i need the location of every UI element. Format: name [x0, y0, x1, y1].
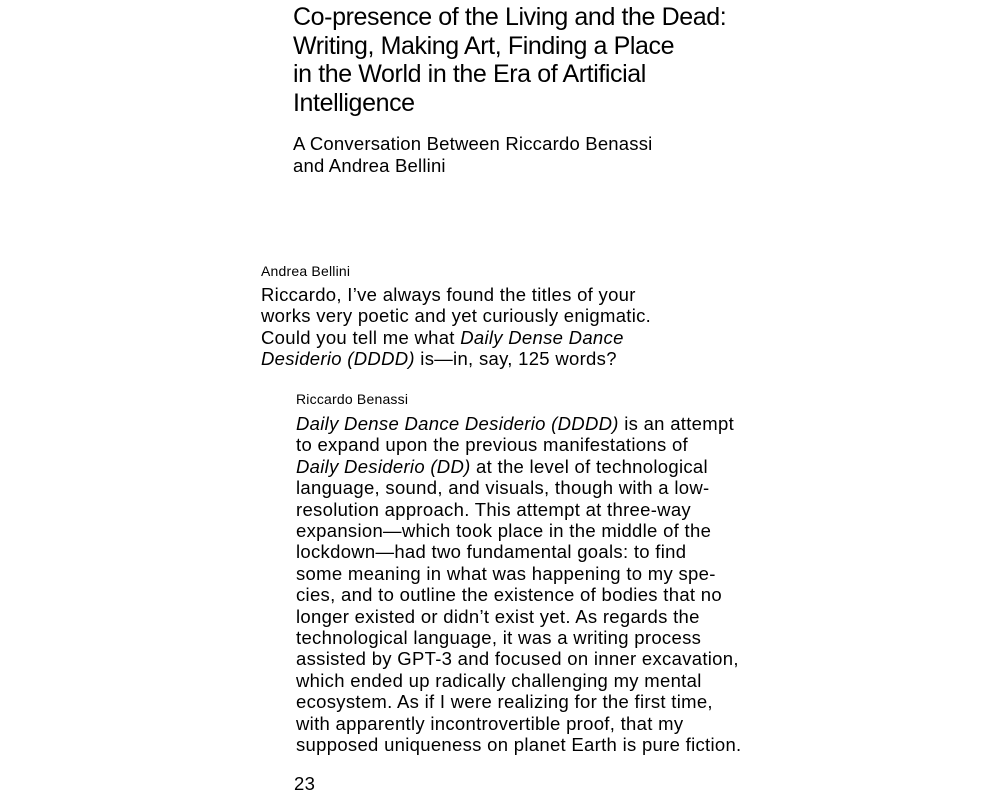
text-line: Riccardo, I’ve always found the titles of your [261, 284, 636, 305]
page-number: 23 [294, 773, 316, 794]
text-line: Intelligence [293, 88, 415, 117]
text-line: longer existed or didn’t exist yet. As regards the [296, 605, 700, 627]
text-line: expansion—which took place in the middle of the [296, 520, 712, 542]
text-line: assisted by GPT-3 and focused on inner excavation, [296, 648, 739, 670]
text-line: to expand upon the previous manifestations of [296, 434, 688, 456]
text-line: technological language, it was a writing process [296, 627, 702, 649]
answer-text [296, 413, 742, 756]
text-line: supposed uniqueness on planet Earth is pure fiction. [296, 734, 742, 756]
text-line: Co-presence of the Living and the Dead: [293, 3, 727, 31]
text-line: Writing, Making Art, Finding a Place [293, 31, 675, 60]
text-line: and Andrea Bellini [293, 155, 446, 176]
article-title [293, 3, 726, 117]
text-line: some meaning in what was happening to my spe- [296, 562, 716, 584]
article-subtitle [293, 133, 653, 177]
text-line: Daily Dense Dance Desiderio (DDDD) is an attempt [296, 413, 735, 434]
question-text [261, 284, 651, 370]
text-line: Daily Desiderio (DD) at the level of technological [296, 455, 708, 477]
text-line: language, sound, and visuals, though with a low- [296, 477, 710, 499]
text-line: in the World in the Era of Artificial [293, 60, 646, 88]
text-line: resolution approach. This attempt at three-way [296, 498, 691, 520]
text-line: with apparently incontrovertible proof, that my [296, 712, 684, 734]
text-line: Could you tell me what Daily Dense Dance [261, 326, 624, 348]
text-line: A Conversation Between Riccardo Benassi [293, 133, 653, 154]
text-line: Desiderio (DDDD) is—in, say, 125 words? [261, 348, 617, 370]
text-line: lockdown—had two fundamental goals: to find [296, 541, 687, 563]
text-line: works very poetic and yet curiously enigmatic. [261, 305, 652, 327]
text-line: cies, and to outline the existence of bodies that no [296, 584, 722, 606]
text-line: which ended up radically challenging my mental [296, 669, 702, 691]
speaker-label-benassi: Riccardo Benassi [296, 391, 409, 407]
speaker-label-bellini: Andrea Bellini [261, 263, 351, 279]
text-line: ecosystem. As if I were realizing for the first time, [296, 691, 713, 713]
